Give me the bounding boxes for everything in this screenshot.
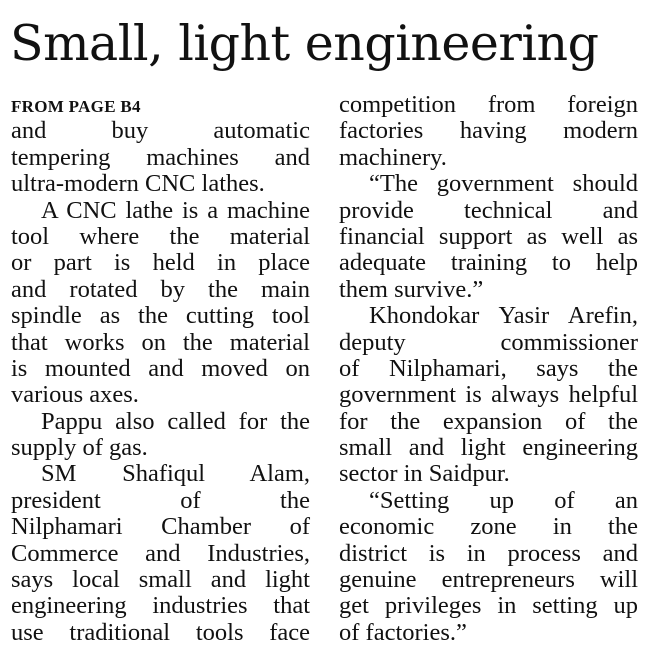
text-line: and buy automatic: [11, 117, 310, 145]
text-line: Khondokar Yasir Arefin,: [369, 302, 638, 330]
text-line: supply of gas.: [11, 434, 148, 462]
text-line: provide technical and: [339, 196, 638, 224]
jump-kicker: FROM PAGE B4: [11, 97, 141, 116]
text-line: that works on the material: [11, 328, 310, 356]
text-line: president of the: [11, 486, 310, 514]
text-line: district is in process and: [339, 539, 638, 567]
text-line: economic zone in the: [339, 513, 638, 541]
headline: Small, light engineering: [10, 15, 599, 72]
left-column-text: [11, 118, 310, 646]
text-line: genuine entrepreneurs will: [339, 566, 638, 594]
text-line: machinery.: [339, 143, 447, 171]
text-line: sector in Saidpur.: [339, 460, 510, 488]
text-line: Pappu also called for the: [41, 407, 310, 435]
text-line: says local small and light: [11, 566, 310, 594]
text-line: A CNC lathe is a machine: [41, 196, 310, 224]
text-line: of Nilphamari, says the: [339, 354, 638, 382]
text-line: get privileges in setting up: [339, 592, 638, 620]
text-line: small and light engineering: [339, 434, 638, 462]
text-line: or part is held in place: [11, 249, 310, 277]
text-line: use traditional tools face: [11, 618, 310, 646]
text-line: deputy commissioner: [339, 328, 638, 356]
article-column-right: [339, 92, 638, 646]
text-line: SM Shafiqul Alam,: [41, 460, 310, 488]
text-line: tempering machines and: [11, 143, 310, 171]
text-line: financial support as well as: [339, 222, 638, 250]
text-line: competition from foreign: [339, 91, 638, 118]
text-line: is mounted and moved on: [11, 354, 310, 382]
text-line: and rotated by the main: [11, 275, 310, 303]
text-line: adequate training to help: [339, 249, 638, 277]
text-line: Nilphamari Chamber of: [11, 513, 310, 541]
text-line: ultra-modern CNC lathes.: [11, 170, 265, 198]
text-line: them survive.”: [339, 275, 484, 303]
article-column-left: [11, 92, 310, 646]
text-line: various axes.: [11, 381, 139, 409]
text-line: of factories.”: [339, 618, 467, 646]
text-line: factories having modern: [339, 117, 638, 145]
text-line: engineering industries that: [11, 592, 310, 620]
right-column-text: [339, 92, 638, 646]
text-line: “The government should: [369, 170, 638, 198]
text-line: tool where the material: [11, 222, 310, 250]
text-line: government is always helpful: [339, 381, 638, 409]
text-line: Commerce and Industries,: [11, 539, 310, 567]
text-line: for the expansion of the: [339, 407, 638, 435]
text-line: “Setting up of an: [369, 486, 638, 514]
text-line: spindle as the cutting tool: [11, 302, 310, 330]
